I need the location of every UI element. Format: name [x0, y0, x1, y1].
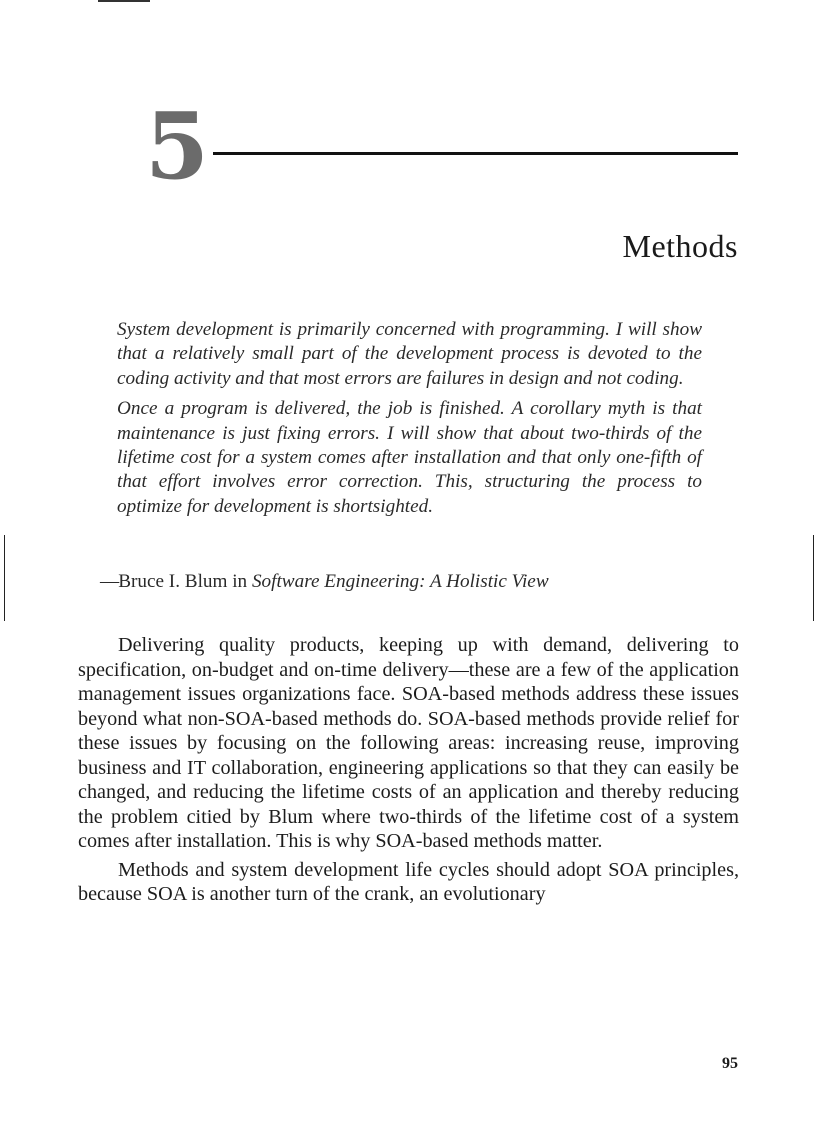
body-text [78, 633, 739, 911]
chapter-number: 5 [145, 92, 208, 200]
chapter-title: Methods [622, 228, 738, 264]
epigraph-paragraph-2: Once a program is delivered, the job is finished. A corollary myth is that maintenance is just fixing errors. I will show that about two-thirds of the lifetime cost for a system comes after installation and that only one-fifth of that effort involves error correction. This, structuring the process to optimize for development is shortsighted. [117, 398, 702, 517]
attribution-author: Bruce I. Blum in [118, 571, 252, 592]
left-margin-rule [4, 535, 5, 621]
page-number: 95 [722, 1055, 738, 1072]
body-paragraph-1: Delivering quality products, keeping up with demand, delivering to specification, on-budget and on-time delivery—these are a few of the application management issues organizations face. SOA-based methods address these issues beyond what non-SOA-based methods do. SOA-based methods provide relief for these issues by focusing on the following areas: increasing reuse, improving business and IT collaboration, engineering applications so that they can easily be changed, and reducing the lifetime costs of an application and thereby reducing the problem citied by Blum where two-thirds of the lifetime cost of a system comes after installation. This is why SOA-based methods matter. [78, 634, 739, 852]
right-margin-rule [813, 535, 814, 621]
attribution-dash: — [100, 571, 119, 592]
attribution-book-title: Software Engineering: A Holistic View [251, 571, 549, 592]
body-paragraph-2: Methods and system development life cycles should adopt SOA principles, because SOA is another turn of the crank, an evolutionary [78, 858, 739, 905]
header-rule [98, 0, 150, 2]
chapter-rule [213, 152, 738, 155]
epigraph [117, 318, 702, 525]
epigraph-attribution [100, 570, 740, 594]
epigraph-paragraph-1: System development is primarily concerned with programming. I will show that a relatively small part of the development process is devoted to the coding activity and that most errors are failures in design and not coding. [117, 319, 702, 389]
